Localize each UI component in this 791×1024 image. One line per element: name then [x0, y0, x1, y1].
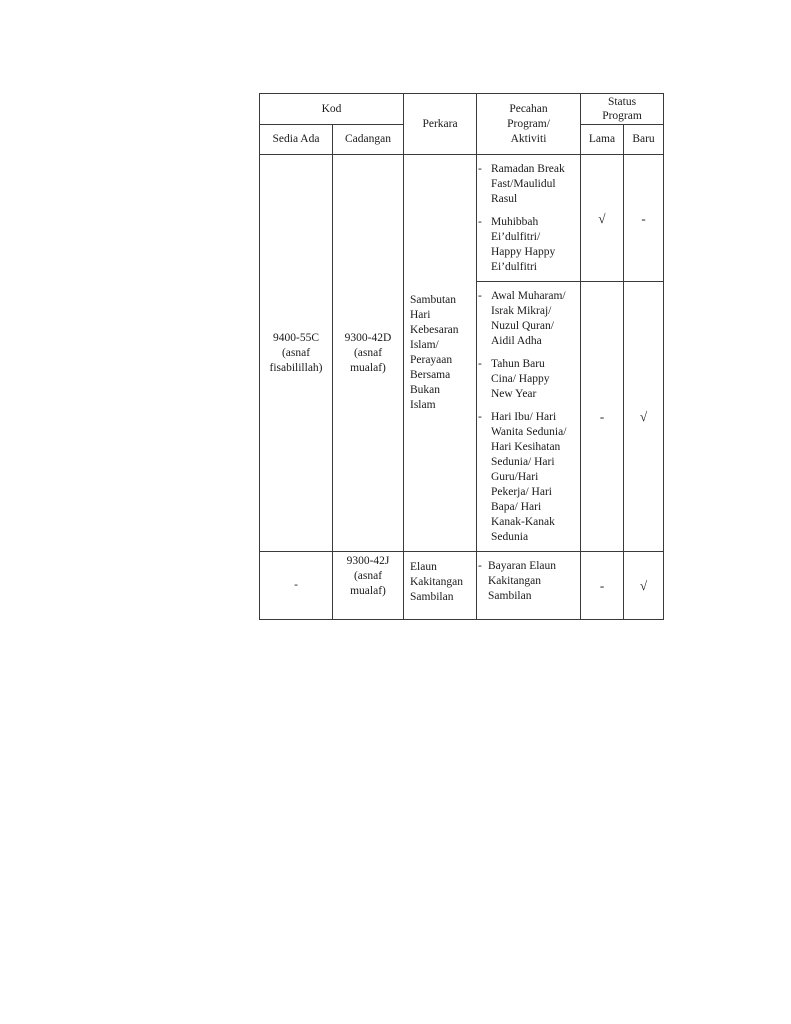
header-kod: Kod	[260, 94, 404, 125]
code-note: (asnaf	[281, 346, 311, 359]
perkara-line: Bersama	[410, 369, 451, 381]
header-pecahan-line: Program/	[507, 117, 550, 130]
table-row	[260, 552, 664, 620]
cell-cadangan	[333, 552, 404, 620]
cell-lama: √	[581, 155, 624, 282]
bullet-dash: -	[478, 290, 482, 302]
bullet-dash: -	[478, 358, 482, 370]
cell-sedia-ada	[260, 155, 333, 552]
code-text: 9300-42J	[346, 555, 390, 567]
activity-line: Fast/Maulidul	[491, 178, 556, 190]
activity-line: Wanita Sedunia/	[491, 426, 567, 438]
cell-baru: √	[624, 282, 664, 552]
header-status-line: Status	[607, 96, 637, 108]
activity-item	[477, 215, 580, 275]
code-note: mualaf)	[350, 585, 386, 597]
perkara-line: Islam/	[410, 339, 439, 351]
perkara-line: Perayaan	[410, 354, 453, 366]
activity-line: Awal Muharam/	[491, 290, 566, 302]
activity-line: Aidil Adha	[491, 335, 542, 347]
activity-line: Kakitangan	[488, 575, 542, 587]
header-lama: Lama	[581, 125, 624, 155]
header-pecahan-line: Pecahan	[509, 102, 548, 115]
perkara-line: Elaun	[410, 561, 437, 573]
cell-activities	[477, 282, 581, 552]
cell-activities	[477, 552, 581, 620]
header-pecahan	[477, 94, 581, 155]
header-perkara: Perkara	[404, 94, 477, 155]
header-cadangan: Cadangan	[333, 125, 404, 155]
activity-line: Cina/ Happy	[491, 373, 550, 385]
activity-line: Sedunia	[491, 531, 529, 543]
activity-line: Bayaran Elaun	[488, 560, 557, 572]
header-sedia-ada: Sedia Ada	[260, 125, 333, 155]
activity-line: Bapa/ Hari	[491, 501, 542, 513]
code-note: (asnaf	[353, 570, 383, 582]
perkara-line: Bukan	[410, 384, 441, 396]
activity-line: Ei’dulfitri	[491, 261, 537, 273]
perkara-line: Sambilan	[410, 591, 454, 603]
perkara-line: Sambutan	[410, 294, 456, 306]
cell-perkara	[404, 552, 477, 620]
table-row	[260, 155, 664, 282]
activity-line: Ramadan Break	[491, 163, 565, 175]
header-status-line: Program	[602, 110, 642, 122]
perkara-line: Kebesaran	[410, 324, 459, 336]
bullet-dash: -	[478, 411, 482, 423]
activity-line: Sambilan	[488, 590, 532, 602]
bullet-dash: -	[478, 560, 482, 572]
activity-line: Muhibbah	[491, 216, 539, 228]
cell-lama: -	[581, 282, 624, 552]
perkara-line: Hari	[410, 309, 431, 321]
activity-line: Kanak-Kanak	[491, 516, 555, 528]
cell-activities	[477, 155, 581, 282]
header-pecahan-line: Aktiviti	[510, 132, 547, 145]
bullet-dash: -	[478, 163, 482, 175]
activity-line: Tahun Baru	[491, 358, 545, 370]
activity-item	[477, 357, 580, 402]
cell-lama: -	[581, 552, 624, 620]
perkara-line: Islam	[410, 399, 436, 411]
activity-line: Ei’dulfitri/	[491, 231, 541, 243]
cell-baru: √	[624, 552, 664, 620]
activity-line: Happy Happy	[491, 246, 556, 258]
cell-perkara	[404, 155, 477, 552]
activity-line: Pekerja/ Hari	[491, 486, 552, 498]
cell-sedia-ada: -	[260, 552, 333, 620]
code-text: 9400-55C	[273, 331, 319, 344]
code-note: mualaf)	[350, 361, 386, 374]
code-note: (asnaf	[353, 346, 383, 359]
activity-line: Sedunia/ Hari	[491, 456, 555, 468]
perkara-line: Kakitangan	[410, 576, 464, 588]
bullet-dash: -	[478, 216, 482, 228]
activity-item	[477, 162, 580, 207]
code-note: fisabilillah)	[269, 361, 323, 374]
cell-baru: -	[624, 155, 664, 282]
activity-line: Rasul	[491, 193, 518, 205]
activity-item	[477, 559, 580, 604]
program-table	[259, 93, 664, 620]
activity-line: New Year	[491, 388, 537, 400]
activity-item	[477, 410, 580, 545]
activity-line: Nuzul Quran/	[491, 320, 554, 332]
activity-line: Guru/Hari	[491, 471, 539, 483]
code-text: 9300-42D	[344, 331, 392, 344]
cell-cadangan	[333, 155, 404, 552]
activity-line: Hari Ibu/ Hari	[491, 411, 557, 423]
activity-line: Hari Kesihatan	[491, 441, 561, 453]
activity-line: Israk Mikraj/	[491, 305, 552, 317]
header-status-program	[581, 94, 664, 125]
header-baru: Baru	[624, 125, 664, 155]
activity-item	[477, 289, 580, 349]
